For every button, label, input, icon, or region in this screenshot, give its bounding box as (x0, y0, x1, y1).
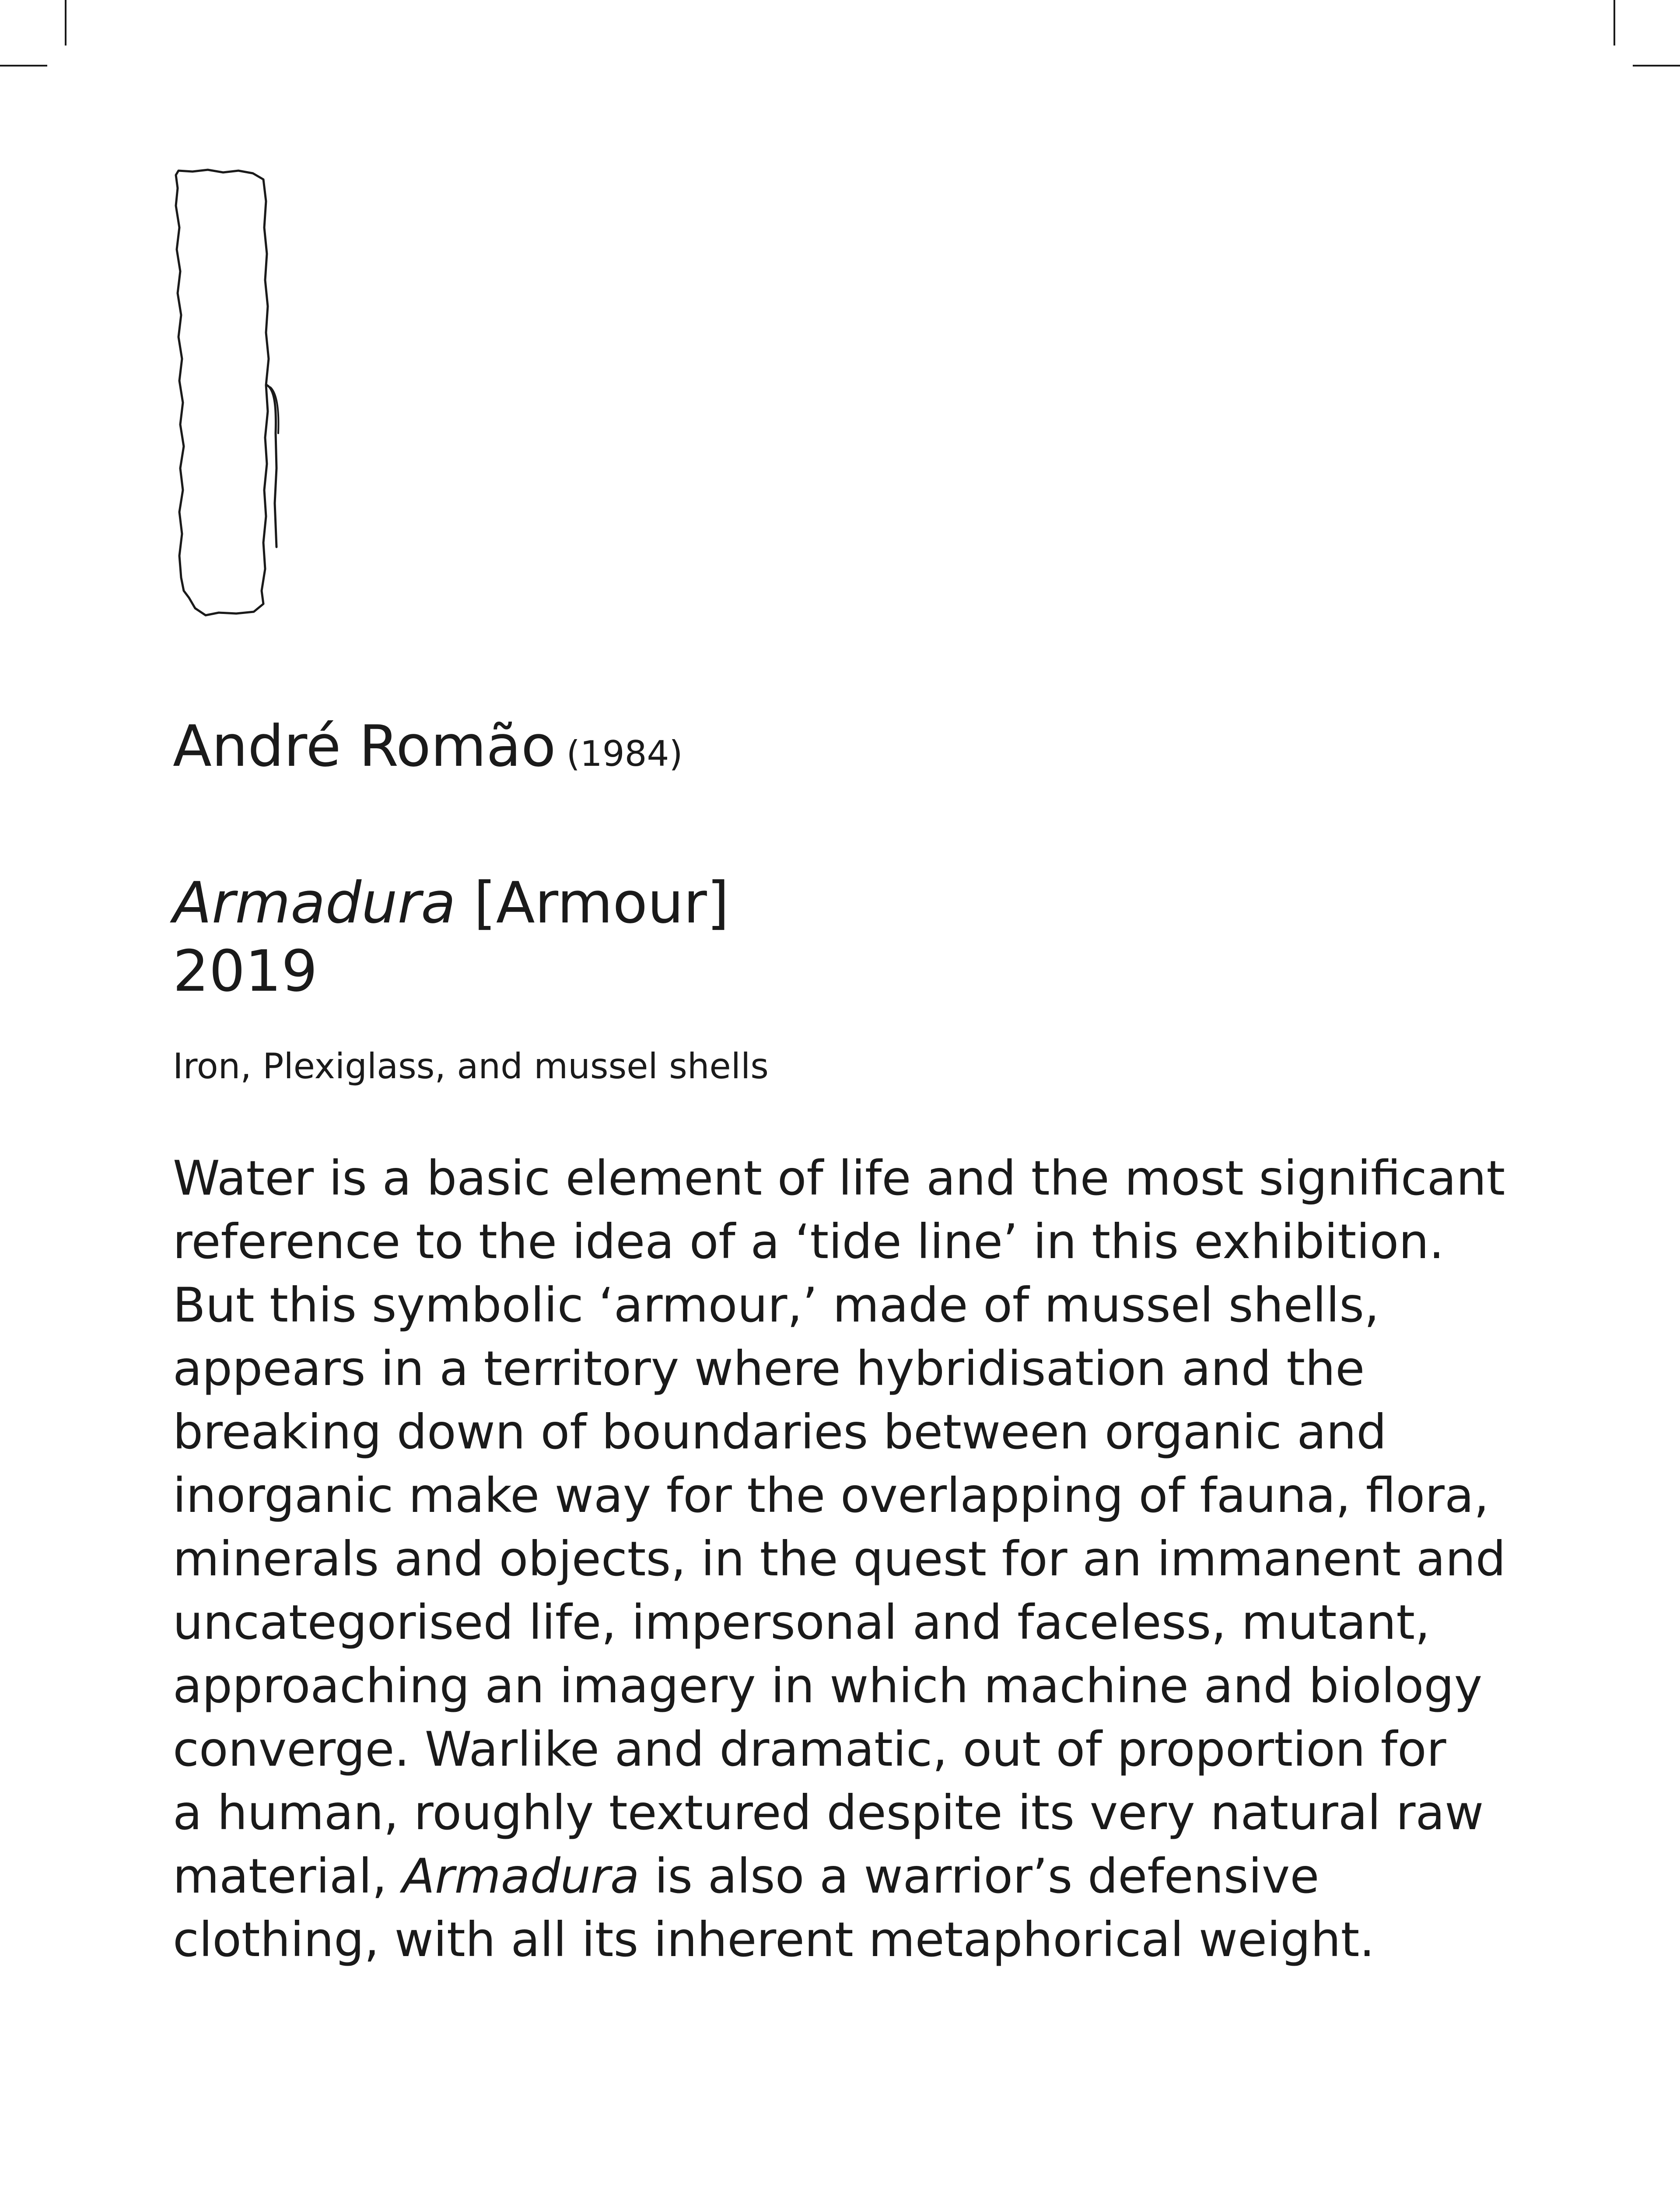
description-line: Water is a basic element of life and the most significant (173, 1150, 1505, 1206)
description-line: breaking down of boundaries between organic and (173, 1404, 1387, 1460)
description-line: a human, roughly textured despite its very natural raw (173, 1785, 1484, 1841)
description-line: But this symbolic ‘armour,’ made of mussel shells, (173, 1277, 1379, 1333)
description-text: is also a warrior’s defensive (639, 1848, 1320, 1904)
artwork-year: 2019 (173, 938, 318, 1004)
artwork-medium: Iron, Plexiglass, and mussel shells (173, 1046, 769, 1087)
artwork-sketch-illustration (166, 162, 332, 626)
crop-mark-top-left-horizontal (0, 65, 47, 67)
crop-mark-top-left-vertical (65, 0, 66, 46)
crop-mark-top-right-horizontal (1633, 65, 1680, 67)
description-line: uncategorised life, impersonal and faceless, mutant, (173, 1595, 1430, 1650)
artwork-title: Armadura (173, 870, 456, 936)
artist-years: (1984) (566, 733, 683, 774)
artwork-title-translation: [Armour] (474, 870, 729, 936)
description-line: approaching an imagery in which machine and biology (173, 1658, 1483, 1714)
artwork-title-block (173, 869, 729, 1005)
description-line: reference to the idea of a ‘tide line’ in this exhibition. (173, 1214, 1444, 1269)
artwork-title-line (173, 869, 729, 937)
description-italic-title: Armadura (402, 1848, 640, 1904)
artist-name: André Romão (173, 713, 556, 779)
description-line: appears in a territory where hybridisation and the (173, 1341, 1365, 1396)
crop-mark-top-right-vertical (1614, 0, 1615, 46)
description-line: clothing, with all its inherent metaphorical weight. (173, 1912, 1375, 1967)
artwork-description (173, 1147, 1551, 1971)
description-line: converge. Warlike and dramatic, out of proportion for (173, 1722, 1446, 1777)
description-line: inorganic make way for the overlapping of fauna, flora, (173, 1468, 1489, 1523)
artist-line (173, 713, 683, 779)
description-line: minerals and objects, in the quest for an immanent and (173, 1531, 1506, 1587)
description-text: material, (173, 1848, 402, 1904)
description-line (173, 1844, 1551, 1908)
